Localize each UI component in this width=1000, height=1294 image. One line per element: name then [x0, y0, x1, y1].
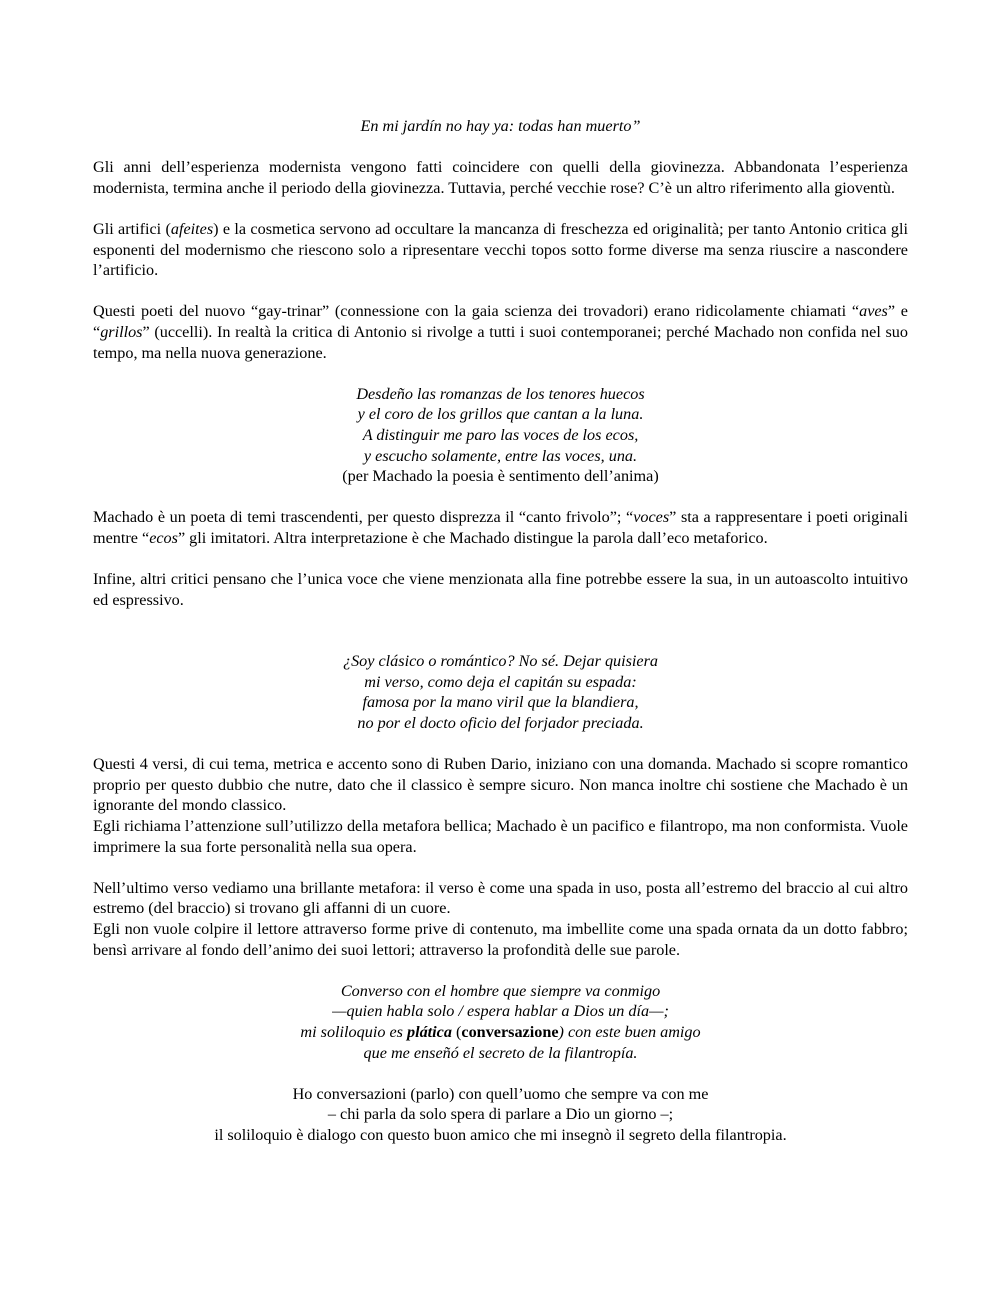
term-platica: plática — [407, 1022, 452, 1041]
verse-block-clasico — [93, 651, 908, 733]
paragraph-voces-ecos-text-a: Machado è un poeta di temi trascendenti, per questo disprezza il “canto frivolo”; “ — [93, 508, 634, 527]
paragraph-gay-trinar-text-e: ” (uccelli). In realtà la critica di Antonio si rivolge a tutti i suoi contemporanei; perché Machado non confida nel suo tempo, ma nella nuova generazione. — [93, 322, 908, 362]
verse-line: ¿Soy clásico o romántico? No sé. Dejar quisiera — [342, 652, 659, 671]
term-voces: voces — [633, 508, 670, 527]
paragraph-ruben-dario: Questi 4 versi, di cui tema, metrica e accento sono di Ruben Dario, iniziano con una domanda. Machado si scopre romantico proprio per questo dubbio che nutre, dato che il classico è sempre sicuro. Non manca inoltre chi sostiene che Machado è un ignorante del mondo classico. — [93, 755, 908, 815]
translation-line: Ho conversazioni (parlo) con quell’uomo che sempre va con me — [292, 1084, 709, 1103]
verse-line: mi verso, como deja el capitán su espada: — [364, 672, 637, 691]
paragraph-voces-ecos-text-c: ” sta a rappresentare i poeti originali mentre “ — [93, 508, 908, 547]
verse-note: (per Machado la poesia è sentimento dell’anima) — [342, 467, 659, 486]
paragraph-spada: Nell’ultimo verso vediamo una brillante metafora: il verso è come una spada in uso, posta all’estremo del braccio al cui altro estremo (del braccio) si trovano gli affanni di un cuore. — [93, 878, 908, 918]
paragraph-gay-trinar-text-c: ” e “ — [93, 302, 908, 341]
translation-line: – chi parla da solo spera di parlare a Dio un giorno –; — [327, 1105, 674, 1124]
verse-text: mi soliloquio es — [300, 1022, 407, 1041]
paragraph-lettore: Egli non vuole colpire il lettore attraverso forme prive di contenuto, ma imbellite come una spada ornata da un dotto fabbro; bensì arrivare al fondo dell’animo dei suoi lettori; attraverso la profondità delle sue parole. — [93, 919, 908, 959]
verse-line: Desdeño las romanzas de los tenores huecos — [356, 384, 645, 403]
verse-line: y el coro de los grillos que cantan a la luna. — [357, 405, 644, 424]
term-aves: aves — [859, 302, 888, 321]
paragraph-artifice — [93, 219, 908, 281]
term-grillos: grillos — [100, 322, 143, 341]
verse-line: A distinguir me paro las voces de los ecos, — [362, 425, 639, 444]
verse-block-romanzas — [93, 384, 908, 487]
verse-text: ) con este buen amigo — [558, 1022, 701, 1041]
top-verse-line: En mi jardín no hay ya: todas han muerto” — [360, 117, 641, 135]
paragraph-gay-trinar-text-a: Questi poeti del nuovo “gay-trinar” (connessione con la gaia scienza dei trovadori) erano ridicolamente chiamati “ — [93, 302, 860, 321]
verse-line: Converso con el hombre que siempre va conmigo — [340, 981, 661, 1000]
paragraph-artifice-text-c: ) e la cosmetica servono ad occultare la mancanza di freschezza ed originalità; per tanto Antonio critica gli esponenti del modernismo che riescono solo a ripresentare vecchi topos sotto forme diverse ma senza riuscire a nascondere l’artificio. — [93, 219, 908, 280]
translation-block — [93, 1084, 908, 1146]
paragraph-gay-trinar — [93, 301, 908, 363]
paragraph-artifice-text-a: Gli artifici ( — [93, 219, 171, 238]
paragraph-youth: Gli anni dell’esperienza modernista vengono fatti coincidere con quelli della giovinezza. Abbandonata l’esperienza modernista, termina anche il periodo della giovinezza. Tuttavia, perché vecchie rose? C’è un altro riferimento alla gioventù. — [93, 158, 908, 197]
verse-line: —quien habla solo / espera hablar a Dios un día—; — [332, 1002, 669, 1021]
verse-line: y escucho solamente, entre las voces, una. — [363, 446, 638, 465]
verse-paren-open: ( — [451, 1022, 462, 1041]
verse-line: no por el docto oficio del forjador preciada. — [357, 714, 644, 733]
paragraph-unica-voce: Infine, altri critici pensano che l’unica voce che viene menzionata alla fine potrebbe essere la sua, in un autoascolto intuitivo ed espressivo. — [93, 570, 908, 609]
verse-block-converso — [93, 981, 908, 1063]
verse-line: famosa por la mano viril que la blandiera, — [362, 693, 639, 712]
translation-line: il soliloquio è dialogo con questo buon amico che mi insegnò il segreto della filantropia. — [214, 1125, 787, 1144]
term-ecos: ecos — [149, 528, 178, 547]
verse-line: que me enseñó el secreto de la filantropía. — [363, 1043, 638, 1062]
verse-line-platica — [93, 1022, 908, 1043]
paragraph-voces-ecos — [93, 507, 908, 548]
term-conversazione: conversazione — [461, 1022, 559, 1041]
term-afeites: afeites — [170, 219, 214, 238]
paragraph-voces-ecos-text-e: ” gli imitatori. Altra interpretazione è che Machado distingue la parola dall’eco metaforico. — [177, 528, 768, 547]
paragraph-metafora-bellica: Egli richiama l’attenzione sull’utilizzo della metafora bellica; Machado è un pacifico e filantropo, ma non conformista. Vuole imprimere la sua forte personalità nella sua opera. — [93, 817, 908, 856]
